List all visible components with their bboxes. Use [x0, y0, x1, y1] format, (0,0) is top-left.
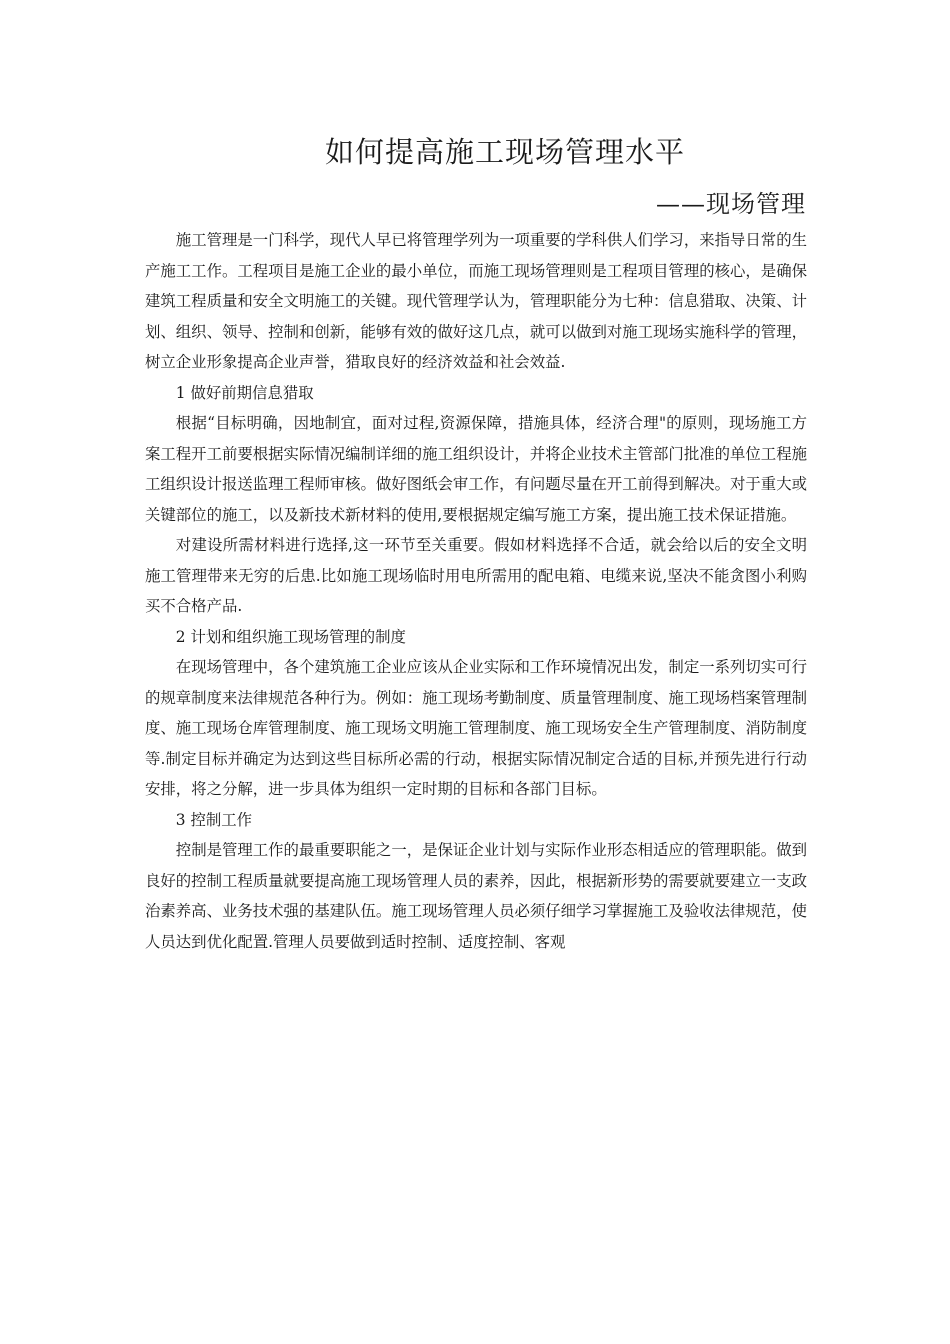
- paragraph-2: 在现场管理中，各个建筑施工企业应该从企业实际和工作环境情况出发，制定一系列切实可行的规章制度来法律规范各种行为。例如：施工现场考勤制度、质量管理制度、施工现场档案管理制度、施工现场仓库管理制度、施工现场文明施工管理制度、施工现场安全生产管理制度、消防制度等.制定目标并确定为达到这些目标所必需的行动，根据实际情况制定合适的目标,并预先进行行动安排，将之分解，进一步具体为组织一定时期的目标和各部门目标。: [145, 658, 807, 798]
- paragraph-1a: 根据“目标明确，因地制宜，面对过程,资源保障，措施具体，经济合理"的原则，现场施工方案工程开工前要根据实际情况编制详细的施工组织设计，并将企业技术主管部门批准的单位工程施工组织设计报送监理工程师审核。做好图纸会审工作，有问题尽量在开工前得到解决。对于重大或关键部位的施工，以及新技术新材料的使用,要根据规定编写施工方案，提出施工技术保证措施。: [145, 414, 807, 524]
- paragraph-intro: 施工管理是一门科学，现代人早已将管理学列为一项重要的学科供人们学习，来指导日常的生产施工工作。工程项目是施工企业的最小单位，而施工现场管理则是工程项目管理的核心，是确保建筑工程质量和安全文明施工的关键。现代管理学认为，管理职能分为七种：信息猎取、决策、计划、组织、领导、控制和创新，能够有效的做好这几点，就可以做到对施工现场实施科学的管理，树立企业形象提高企业声誉，猎取良好的经济效益和社会效益.: [145, 231, 807, 371]
- section-heading-3: 3 控制工作: [175, 810, 253, 829]
- document-subtitle: ——现场管理: [656, 190, 806, 218]
- document-body: [145, 225, 807, 957]
- section-heading-1: 1 做好前期信息猎取: [175, 383, 314, 402]
- section-heading-2: 2 计划和组织施工现场管理的制度: [175, 627, 406, 646]
- paragraph-1b: 对建设所需材料进行选择,这一环节至关重要。假如材料选择不合适，就会给以后的安全文明施工管理带来无穷的后患.比如施工现场临时用电所需用的配电箱、电缆来说,坚决不能贪图小利购买不合格产品.: [145, 536, 807, 615]
- paragraph-3: 控制是管理工作的最重要职能之一，是保证企业计划与实际作业形态相适应的管理职能。做到良好的控制工程质量就要提高施工现场管理人员的素养，因此，根据新形势的需要就要建立一支政治素养高、业务技术强的基建队伍。施工现场管理人员必须仔细学习掌握施工及验收法律规范，使人员达到优化配置.管理人员要做到适时控制、适度控制、客观: [145, 841, 807, 951]
- document-title: 如何提高施工现场管理水平: [324, 135, 685, 169]
